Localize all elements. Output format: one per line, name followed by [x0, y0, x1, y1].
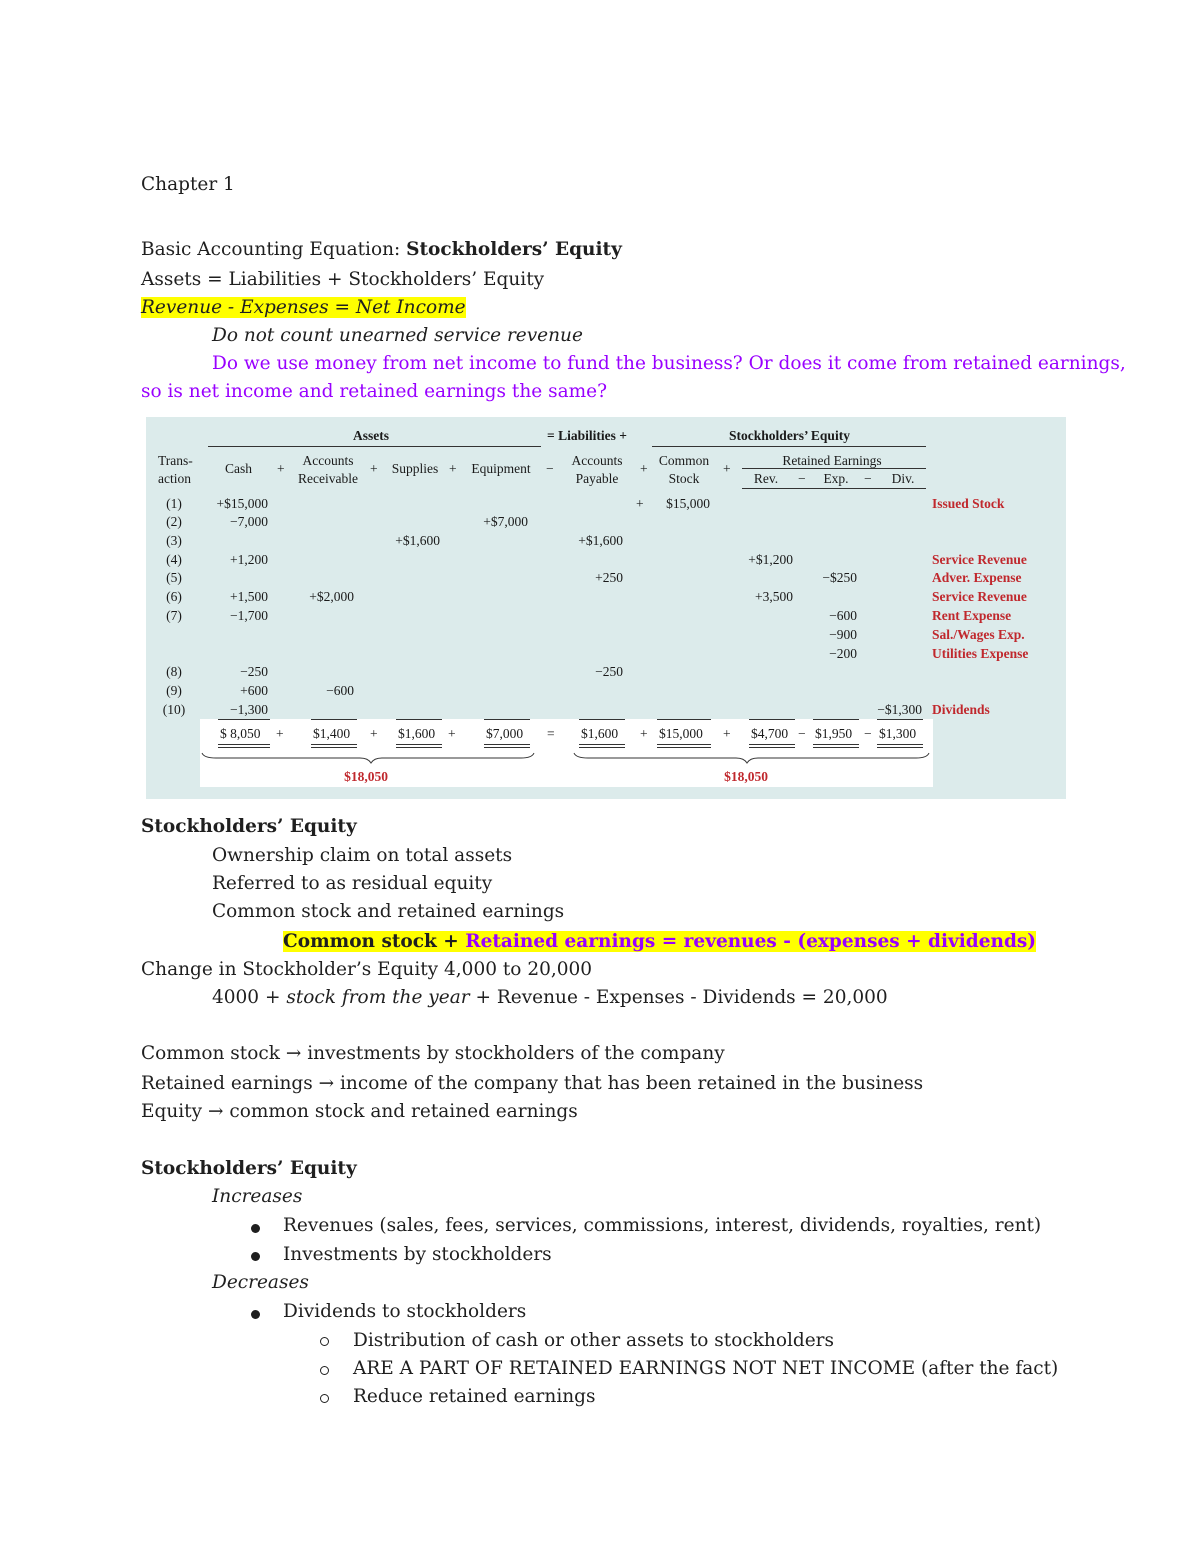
- chapter-heading: Chapter 1: [141, 174, 235, 195]
- hl-plus: +: [436, 931, 466, 952]
- label-wages-expense: Sal./Wages Exp.: [932, 627, 1025, 642]
- header-equipment: Equipment: [471, 461, 531, 476]
- hollow-bullet-icon: [320, 1366, 329, 1375]
- total-op-minus: −: [864, 726, 872, 741]
- rev-cell: +3,500: [755, 589, 793, 604]
- label-service-revenue: Service Revenue: [932, 552, 1027, 567]
- question-line-2: so is net income and retained earnings the same?: [141, 381, 608, 402]
- row-number: (3): [166, 533, 182, 548]
- dividend-note: Distribution of cash or other assets to stockholders: [353, 1330, 835, 1351]
- div-cell: −$1,300: [877, 702, 922, 717]
- total-liab-equity-sum: $18,050: [724, 769, 768, 784]
- total-assets-sum: $18,050: [344, 769, 388, 784]
- exp-cell: −$250: [822, 570, 857, 585]
- total-op-minus: −: [798, 726, 806, 741]
- total-braces: [146, 417, 1066, 799]
- equation-intro: [141, 238, 622, 262]
- change-eq-a: 4000 +: [212, 987, 287, 1008]
- header-stockholders-equity: Stockholders’ Equity: [729, 428, 850, 443]
- op-minus-exp: −: [864, 471, 872, 486]
- exp-cell: −200: [829, 646, 857, 661]
- total-ar: $1,400: [313, 726, 351, 741]
- op-minus: −: [546, 461, 554, 476]
- cs-cell: $15,000: [666, 496, 710, 511]
- bullet-icon: [251, 1224, 260, 1233]
- header-div: Div.: [891, 471, 915, 486]
- rev-cell: +$1,200: [748, 552, 793, 567]
- label-utilities-expense: Utilities Expense: [932, 646, 1029, 661]
- op-minus-rev: −: [798, 471, 806, 486]
- ap-cell: +250: [595, 570, 623, 585]
- label-issued-stock: Issued Stock: [932, 496, 1005, 511]
- row-number: (5): [166, 570, 182, 585]
- change-eq-b: stock from the year: [286, 987, 470, 1008]
- cash-cell: −250: [240, 664, 268, 679]
- cash-cell: −7,000: [230, 514, 268, 529]
- cash-cell: +$15,000: [216, 496, 268, 511]
- change-line: Change in Stockholder’s Equity 4,000 to 20,000: [141, 959, 593, 980]
- change-eq-c: + Revenue - Expenses - Dividends = 20,000: [469, 987, 888, 1008]
- ap-cell: −250: [595, 664, 623, 679]
- se-point: Ownership claim on total assets: [212, 845, 513, 866]
- cash-cell: −1,700: [230, 608, 268, 623]
- header-exp: Exp.: [823, 471, 849, 486]
- op-plus-4: +: [640, 461, 648, 476]
- se-point: Referred to as residual equity: [212, 873, 493, 894]
- header-assets: Assets: [353, 428, 389, 443]
- question-line-1: Do we use money from net income to fund the business? Or does it come from retained earnings,: [212, 353, 1126, 374]
- hl-common-stock: Common stock: [283, 931, 437, 952]
- op-plus-2: +: [370, 461, 378, 476]
- cs-plus: +: [636, 496, 644, 511]
- increase-item: Revenues (sales, fees, services, commissions, interest, dividends, royalties, rent): [283, 1215, 1042, 1236]
- header-action: action: [158, 471, 191, 486]
- row-number: (10): [162, 702, 186, 717]
- hollow-bullet-icon: [320, 1337, 329, 1346]
- increase-item: Investments by stockholders: [283, 1244, 552, 1265]
- total-op-plus: +: [370, 726, 378, 741]
- equipment-cell: +$7,000: [483, 514, 528, 529]
- bullet-icon: [251, 1310, 260, 1319]
- total-div: $1,300: [879, 726, 917, 741]
- change-equation: [212, 986, 888, 1010]
- accounting-equation: Assets = Liabilities + Stockholders’ Equity: [141, 269, 545, 290]
- header-supplies: Supplies: [391, 461, 439, 476]
- header-rev: Rev.: [753, 471, 779, 486]
- row-number: (2): [166, 514, 182, 529]
- hl-retained-earnings: Retained earnings = revenues - (expenses + dividends): [465, 931, 1037, 952]
- ar-cell: −600: [326, 683, 354, 698]
- equation-intro-bold: Stockholders’ Equity: [406, 239, 622, 260]
- row-number: (4): [166, 552, 182, 567]
- se-highlight-equation: [283, 930, 1036, 954]
- header-ar-1: Accounts: [302, 453, 354, 468]
- definition-common-stock: Common stock → investments by stockholders of the company: [141, 1043, 725, 1064]
- label-adver-expense: Adver. Expense: [932, 570, 1022, 585]
- exp-cell: −900: [829, 627, 857, 642]
- total-cash: $ 8,050: [220, 726, 261, 741]
- increases-label: Increases: [212, 1186, 303, 1207]
- total-exp: $1,950: [815, 726, 853, 741]
- transaction-table-figure: [146, 417, 1066, 799]
- op-plus-5: +: [723, 461, 731, 476]
- total-rev: $4,700: [751, 726, 789, 741]
- cash-cell: +1,500: [230, 589, 268, 604]
- total-cs: $15,000: [659, 726, 703, 741]
- hollow-bullet-icon: [320, 1394, 329, 1403]
- supplies-cell: +$1,600: [395, 533, 440, 548]
- bullet-icon: [251, 1252, 260, 1261]
- ar-cell: +$2,000: [309, 589, 354, 604]
- definition-retained-earnings: Retained earnings → income of the company that has been retained in the business: [141, 1073, 924, 1094]
- se-heading: Stockholders’ Equity: [141, 816, 357, 837]
- decreases-label: Decreases: [212, 1272, 309, 1293]
- row-number: (7): [166, 608, 182, 623]
- total-op-plus: +: [276, 726, 284, 741]
- header-ar-2: Receivable: [298, 471, 358, 486]
- header-cash: Cash: [225, 461, 252, 476]
- total-op-plus: +: [448, 726, 456, 741]
- total-op-plus: +: [640, 726, 648, 741]
- cash-cell: +1,200: [230, 552, 268, 567]
- net-income-equation: [141, 296, 466, 320]
- cash-cell: −1,300: [230, 702, 268, 717]
- decrease-item: Dividends to stockholders: [283, 1301, 527, 1322]
- total-ap: $1,600: [581, 726, 619, 741]
- exp-cell: −600: [829, 608, 857, 623]
- cash-cell: +600: [240, 683, 268, 698]
- total-equipment: $7,000: [486, 726, 524, 741]
- label-dividends: Dividends: [932, 702, 990, 717]
- equation-intro-prefix: Basic Accounting Equation:: [141, 239, 407, 260]
- header-cs-2: Stock: [668, 471, 700, 486]
- op-plus-3: +: [449, 461, 457, 476]
- header-ap-1: Accounts: [571, 453, 623, 468]
- header-cs-1: Common: [658, 453, 710, 468]
- header-trans: Trans-: [158, 453, 193, 468]
- header-eq-liabilities: = Liabilities +: [547, 428, 627, 443]
- unearned-note: Do not count unearned service revenue: [212, 325, 583, 346]
- row-number: (1): [166, 496, 182, 511]
- row-number: (8): [166, 664, 182, 679]
- op-plus-1: +: [277, 461, 285, 476]
- row-number: (9): [166, 683, 182, 698]
- header-retained-earnings: Retained Earnings: [782, 453, 882, 468]
- total-op-plus: +: [723, 726, 731, 741]
- definition-equity: Equity → common stock and retained earnings: [141, 1101, 578, 1122]
- dividend-note: Reduce retained earnings: [353, 1386, 596, 1407]
- label-service-revenue-2: Service Revenue: [932, 589, 1027, 604]
- header-ap-2: Payable: [575, 471, 619, 486]
- dividend-note: ARE A PART OF RETAINED EARNINGS NOT NET INCOME (after the fact): [353, 1358, 1059, 1379]
- label-rent-expense: Rent Expense: [932, 608, 1012, 623]
- se-heading-2: Stockholders’ Equity: [141, 1158, 357, 1179]
- ap-cell: +$1,600: [578, 533, 623, 548]
- total-supplies: $1,600: [398, 726, 436, 741]
- row-number: (6): [166, 589, 182, 604]
- net-income-highlight: Revenue - Expenses = Net Income: [141, 297, 466, 318]
- total-op-eq: =: [547, 726, 555, 741]
- se-point: Common stock and retained earnings: [212, 901, 565, 922]
